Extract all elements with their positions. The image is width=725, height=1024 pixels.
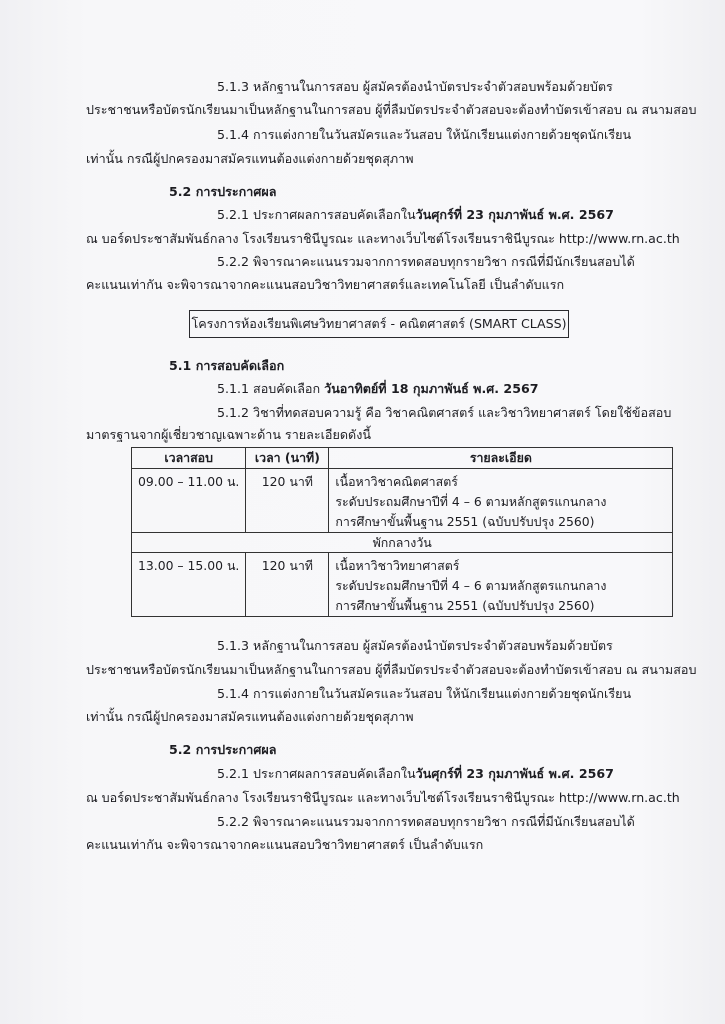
heading-5-2: 5.2 การประกาศผล (169, 184, 277, 199)
clause-5-1-4-line1: 5.1.4 การแต่งกายในวันสมัครและวันสอบ ให้นักเรียนแต่งกายด้วยชุดนักเรียน (217, 686, 632, 701)
clause-5-1-3-line2: ประชาชนหรือบัตรนักเรียนมาเป็นหลักฐานในการสอบ ผู้ที่ลืมบัตรประจำตัวสอบจะต้องทำบัตรเข้าสอบ ณ สนามสอบ (86, 102, 697, 117)
heading-5-2: 5.2 การประกาศผล (169, 742, 277, 757)
clause-5-1-4-line2: เท่านั้น กรณีผู้ปกครองมาสมัครแทนต้องแต่งกายด้วยชุดสุภาพ (86, 151, 414, 166)
clause-5-1-2-line2: มาตรฐานจากผู้เชี่ยวชาญเฉพาะด้าน รายละเอียดดังนี้ (86, 427, 371, 442)
announce-date: วันศุกร์ที่ 23 กุมภาพันธ์ พ.ศ. 2567 (415, 207, 614, 222)
clause-5-1-3-line1: 5.1.3 หลักฐานในการสอบ ผู้สมัครต้องนำบัตรประจำตัวสอบพร้อมด้วยบัตร (217, 638, 613, 653)
exam-date: วันอาทิตย์ที่ 18 กุมภาพันธ์ พ.ศ. 2567 (324, 381, 539, 396)
clause-5-2-2-line1: 5.2.2 พิจารณาคะแนนรวมจากการทดสอบทุกรายวิชา กรณีที่มีนักเรียนสอบได้ (217, 814, 635, 829)
row-minutes: 120 นาที (246, 553, 329, 617)
header-minutes: เวลา (นาที) (246, 448, 329, 469)
program-title-box: โครงการห้องเรียนพิเศษวิทยาศาสตร์ - คณิตศาสตร์ (SMART CLASS) (189, 310, 569, 338)
clause-5-1-3-line2: ประชาชนหรือบัตรนักเรียนมาเป็นหลักฐานในการสอบ ผู้ที่ลืมบัตรประจำตัวสอบจะต้องทำบัตรเข้าสอบ ณ สนามสอบ (86, 662, 697, 677)
row-detail: เนื้อหาวิชาวิทยาศาสตร์ ระดับประถมศึกษาปีที่ 4 – 6 ตามหลักสูตรแกนกลาง การศึกษาขั้นพื้นฐาน 2551 (ฉบับปรับปรุง 2560) (329, 553, 673, 617)
clause-5-2-1-line1: 5.2.1 ประกาศผลการสอบคัดเลือกในวันศุกร์ที่ 23 กุมภาพันธ์ พ.ศ. 2567 (217, 207, 614, 222)
table-row (132, 553, 673, 617)
announce-date: วันศุกร์ที่ 23 กุมภาพันธ์ พ.ศ. 2567 (415, 766, 614, 781)
clause-5-2-1-line2: ณ บอร์ดประชาสัมพันธ์กลาง โรงเรียนราชินีบูรณะ และทางเว็บไซต์โรงเรียนราชินีบูรณะ http://www.rn.ac.th (86, 231, 680, 246)
break-row (132, 533, 673, 553)
table-header-row (132, 448, 673, 469)
heading-5-1: 5.1 การสอบคัดเลือก (169, 358, 285, 373)
row-detail: เนื้อหาวิชาคณิตศาสตร์ ระดับประถมศึกษาปีที่ 4 – 6 ตามหลักสูตรแกนกลาง การศึกษาขั้นพื้นฐาน 2551 (ฉบับปรับปรุง 2560) (329, 469, 673, 533)
clause-5-1-3-line1: 5.1.3 หลักฐานในการสอบ ผู้สมัครต้องนำบัตรประจำตัวสอบพร้อมด้วยบัตร (217, 79, 613, 94)
break-label: พักกลางวัน (132, 533, 673, 553)
clause-5-2-1-line1: 5.2.1 ประกาศผลการสอบคัดเลือกในวันศุกร์ที่ 23 กุมภาพันธ์ พ.ศ. 2567 (217, 766, 614, 781)
clause-5-2-1-line2: ณ บอร์ดประชาสัมพันธ์กลาง โรงเรียนราชินีบูรณะ และทางเว็บไซต์โรงเรียนราชินีบูรณะ http://www.rn.ac.th (86, 790, 680, 805)
clause-5-1-1: 5.1.1 สอบคัดเลือก วันอาทิตย์ที่ 18 กุมภาพันธ์ พ.ศ. 2567 (217, 381, 539, 396)
clause-5-1-4-line2: เท่านั้น กรณีผู้ปกครองมาสมัครแทนต้องแต่งกายด้วยชุดสุภาพ (86, 709, 414, 724)
row-minutes: 120 นาที (246, 469, 329, 533)
clause-5-1-2-line1: 5.1.2 วิชาที่ทดสอบความรู้ คือ วิชาคณิตศาสตร์ และวิชาวิทยาศาสตร์ โดยใช้ข้อสอบ (217, 405, 672, 420)
clause-5-1-4-line1: 5.1.4 การแต่งกายในวันสมัครและวันสอบ ให้นักเรียนแต่งกายด้วยชุดนักเรียน (217, 127, 632, 142)
clause-5-2-2-line2: คะแนนเท่ากัน จะพิจารณาจากคะแนนสอบวิชาวิทยาศาสตร์และเทคโนโลยี เป็นลำดับแรก (86, 277, 565, 292)
table-row (132, 469, 673, 533)
header-exam-time: เวลาสอบ (132, 448, 246, 469)
row-time: 13.00 – 15.00 น. (132, 553, 246, 617)
clause-5-2-2-line2: คะแนนเท่ากัน จะพิจารณาจากคะแนนสอบวิชาวิทยาศาสตร์ เป็นลำดับแรก (86, 837, 484, 852)
exam-schedule-table (131, 447, 673, 617)
clause-5-2-2-line1: 5.2.2 พิจารณาคะแนนรวมจากการทดสอบทุกรายวิชา กรณีที่มีนักเรียนสอบได้ (217, 254, 635, 269)
header-details: รายละเอียด (329, 448, 673, 469)
row-time: 09.00 – 11.00 น. (132, 469, 246, 533)
